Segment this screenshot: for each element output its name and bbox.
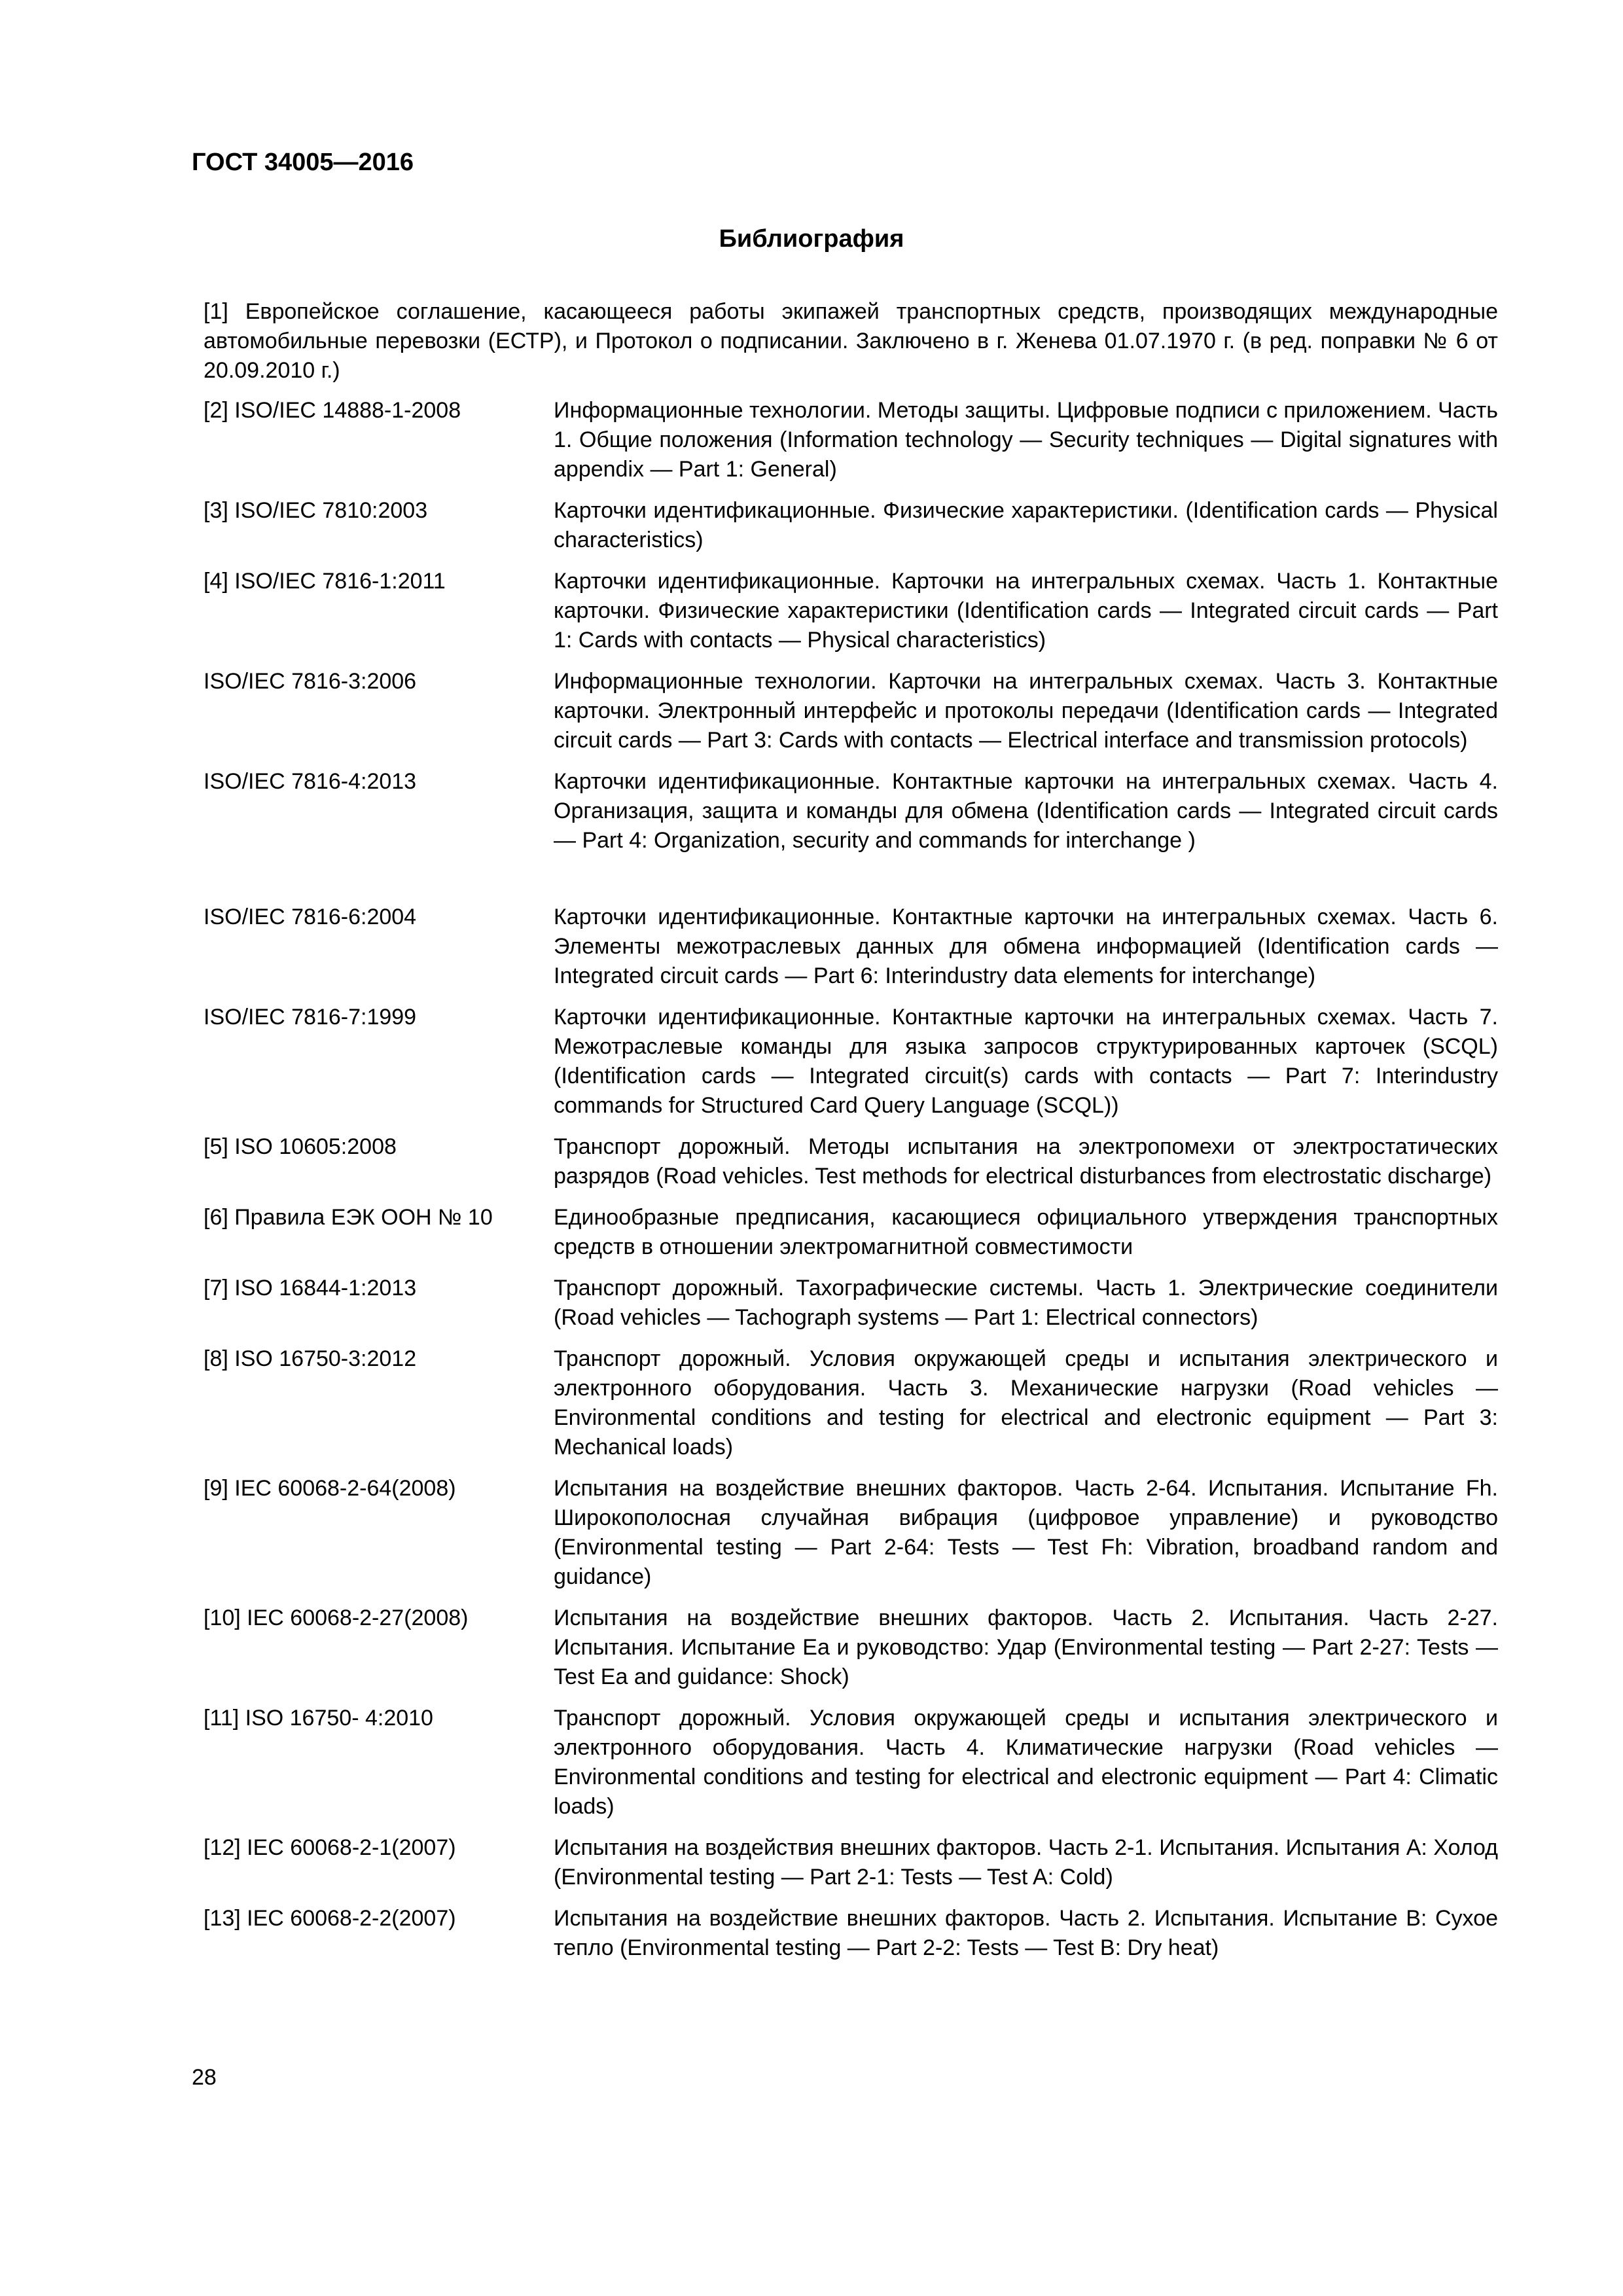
bibliography-entry <box>204 1003 1498 1121</box>
entry-description: Карточки идентификационные. Физические характеристики. (Identification cards — Physical characteristics) <box>554 498 1498 552</box>
entry-description: Карточки идентификационные. Карточки на интегральных схемах. Часть 1. Контактные карточки. Физические характеристики (Identification cards — Integrated circuit cards — Part 1: Cards with contacts — Physical characteristics) <box>554 569 1498 653</box>
bibliography-entry <box>204 567 1498 655</box>
entry-reference: ISO/IEC 7816-6:2004 <box>204 905 417 929</box>
entry-reference: [8] ISO 16750-3:2012 <box>204 1346 417 1371</box>
entry-reference: [10] IEC 60068-2-27(2008) <box>204 1605 469 1630</box>
bibliography-entry <box>204 903 1498 991</box>
bibliography-title: Библиография <box>719 225 904 253</box>
entry-description: Транспорт дорожный. Методы испытания на электропомехи от электростатических разрядов (Road vehicles. Test methods for electrical disturbances from electrostatic discharge) <box>554 1134 1498 1189</box>
entry-reference: ISO/IEC 7816-4:2013 <box>204 769 417 794</box>
entry-reference: [6] Правила ЕЭК ООН № 10 <box>204 1205 493 1230</box>
entry-reference: [3] ISO/IEC 7810:2003 <box>204 498 428 523</box>
entry-description: Карточки идентификационные. Контактные карточки на интегральных схемах. Часть 4. Организация, защита и команды для обмена (Identification cards — Integrated circuit cards — Part 4: Organization, security and commands for interchange ) <box>554 769 1498 853</box>
page-number: 28 <box>192 2065 217 2090</box>
entry-description: Испытания на воздействие внешних факторов. Часть 2-64. Испытания. Испытание Fh. Широкополосная случайная вибрация (цифровое управление) и руководство (Environmental testing — Part 2-64: Tests — Test Fh: Vibration, broadband random and guidance) <box>554 1476 1498 1589</box>
entry-description: Карточки идентификационные. Контактные карточки на интегральных схемах. Часть 7. Межотраслевые команды для языка запросов структурированных карточек (SCQL) (Identification cards — Integrated circuit(s) cards with contacts — Part 7: Interindustry commands for Structured Card Query Language (SCQL)) <box>554 1005 1498 1118</box>
bibliography-entry <box>204 1274 1498 1333</box>
entry-reference: [11] ISO 16750- 4:2010 <box>204 1706 433 1731</box>
bibliography-entry <box>204 1203 1498 1262</box>
entry-description: Транспорт дорожный. Условия окружающей среды и испытания электрического и электронного оборудования. Часть 4. Климатические нагрузки (Road vehicles — Environmental conditions and testing for electrical and electronic equipment — Part 4: Climatic loads) <box>554 1706 1498 1819</box>
entry-description: Карточки идентификационные. Контактные карточки на интегральных схемах. Часть 6. Элементы межотраслевых данных для обмена информацией (Identification cards — Integrated circuit cards — Part 6: Interindustry data elements for interchange) <box>554 905 1498 988</box>
bibliography-entry <box>204 667 1498 755</box>
bibliography-entry <box>204 767 1498 855</box>
bibliography-entry <box>204 1704 1498 1821</box>
entry-reference: [13] IEC 60068-2-2(2007) <box>204 1906 456 1931</box>
bibliography-entry <box>204 1474 1498 1592</box>
document-header-id: ГОСТ 34005—2016 <box>192 149 414 176</box>
entry-reference: ISO/IEC 7816-7:1999 <box>204 1005 417 1030</box>
entry-description: Информационные технологии. Карточки на интегральных схемах. Часть 3. Контактные карточки. Электронный интерфейс и протоколы передачи (Identification cards — Integrated circuit cards — Part 3: Cards with contacts — Electrical interface and transmission protocols) <box>554 669 1498 753</box>
bibliography-intro-entry: [1] Европейское соглашение, касающееся работы экипажей транспортных средств, производящих международные автомобильные перевозки (ЕСТР), и Протокол о подписании. Заключено в г. Женева 01.07.1970 г. (в ред. поправки № 6 от 20.09.2010 г.) <box>204 299 1498 383</box>
bibliography-entry <box>204 1344 1498 1462</box>
entry-reference: [5] ISO 10605:2008 <box>204 1134 397 1159</box>
bibliography-entry <box>204 1604 1498 1692</box>
bibliography-entry <box>204 1904 1498 1963</box>
entry-description: Транспорт дорожный. Условия окружающей среды и испытания электрического и электронного оборудования. Часть 3. Механические нагрузки (Road vehicles — Environmental conditions and testing for electrical and electronic equipment — Part 3: Mechanical loads) <box>554 1346 1498 1460</box>
entry-description: Испытания на воздействие внешних факторов. Часть 2. Испытания. Испытание B: Сухое тепло (Environmental testing — Part 2-2: Tests — Test B: Dry heat) <box>554 1906 1498 1960</box>
entry-description: Испытания на воздействие внешних факторов. Часть 2. Испытания. Часть 2-27. Испытания. Испытание Ea и руководство: Удар (Environmental testing — Part 2-27: Tests — Test Ea and guidance: Shock) <box>554 1605 1498 1689</box>
bibliography-entry <box>204 1833 1498 1892</box>
entry-reference: [2] ISO/IEC 14888-1-2008 <box>204 398 461 423</box>
entry-reference: [7] ISO 16844-1:2013 <box>204 1276 417 1300</box>
bibliography-entry <box>204 1132 1498 1191</box>
entry-reference: [4] ISO/IEC 7816-1:2011 <box>204 569 446 594</box>
bibliography-entry <box>204 396 1498 484</box>
entry-description: Информационные технологии. Методы защиты. Цифровые подписи с приложением. Часть 1. Общие положения (Information technology — Security techniques — Digital signatures with appendix — Part 1: General) <box>554 398 1498 482</box>
entry-description: Единообразные предписания, касающиеся официального утверждения транспортных средств в отношении электромагнитной совместимости <box>554 1205 1498 1259</box>
entry-reference: [12] IEC 60068-2-1(2007) <box>204 1835 456 1860</box>
entry-description: Испытания на воздействия внешних факторов. Часть 2-1. Испытания. Испытания A: Холод (Environmental testing — Part 2-1: Tests — Test A: Cold) <box>554 1835 1498 1890</box>
bibliography-entry <box>204 496 1498 555</box>
entry-description: Транспорт дорожный. Тахографические системы. Часть 1. Электрические соединители (Road vehicles — Tachograph systems — Part 1: Electrical connectors) <box>554 1276 1498 1330</box>
entry-reference: [9] IEC 60068-2-64(2008) <box>204 1476 456 1501</box>
bibliography-list <box>204 297 1498 1975</box>
entry-reference: ISO/IEC 7816-3:2006 <box>204 669 417 694</box>
